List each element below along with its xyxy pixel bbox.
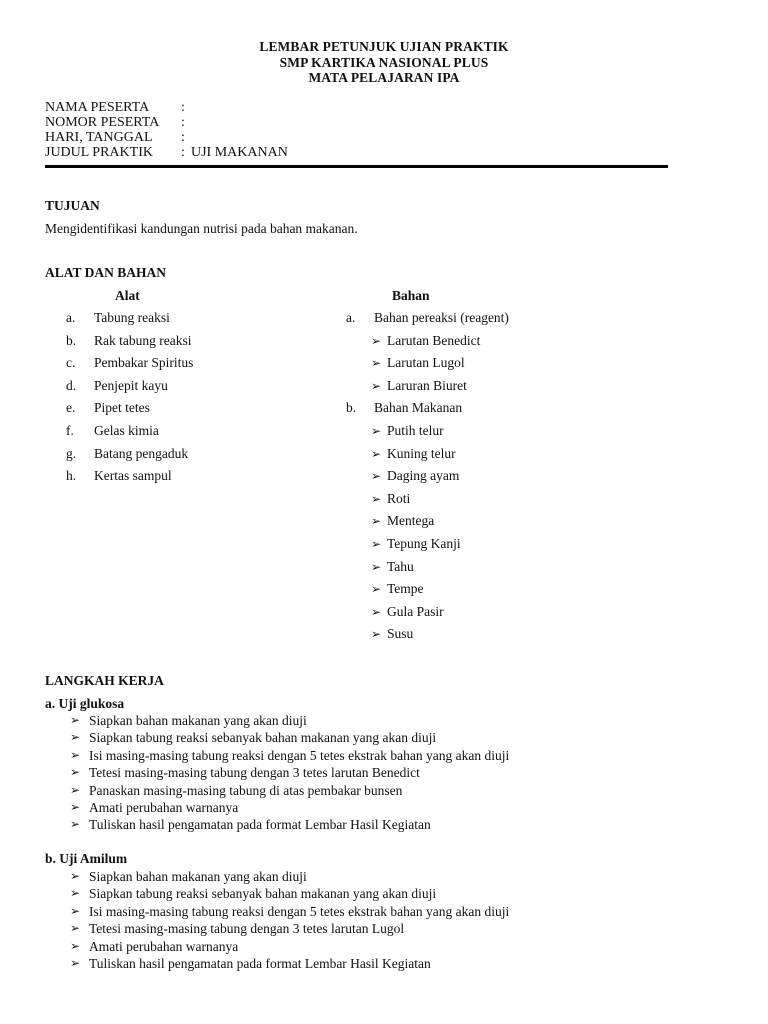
list-item-text: Tepung Kanji: [387, 535, 461, 551]
list-marker: e.: [66, 400, 76, 416]
identity-row: [45, 100, 288, 115]
list-item-text: Isi masing-masing tabung reaksi dengan 5 tetes ekstrak bahan yang akan diuji: [89, 903, 510, 919]
list-marker: g.: [66, 445, 77, 461]
list-item-text: Bahan Makanan: [374, 400, 463, 416]
bahan-column-heading: Bahan: [392, 288, 430, 303]
list-marker: f.: [66, 422, 74, 438]
list-marker: ➢: [371, 356, 382, 371]
bahan-item: [346, 578, 509, 601]
alat-item: [66, 397, 193, 420]
list-marker: ➢: [70, 800, 81, 815]
identity-colon: :: [181, 145, 185, 160]
alat-item: [66, 420, 193, 443]
header-title: LEMBAR PETUNJUK UJIAN PRAKTIK: [259, 39, 509, 54]
list-item-text: Tahu: [387, 558, 414, 574]
list-marker: ➢: [371, 491, 382, 506]
identity-label: HARI, TANGGAL: [45, 130, 153, 145]
tujuan-text: Mengidentifikasi kandungan nutrisi pada bahan makanan.: [45, 221, 358, 236]
list-marker: ➢: [70, 921, 81, 936]
alat-item: [66, 352, 193, 375]
list-marker: ➢: [70, 730, 81, 745]
list-item-text: Roti: [387, 490, 411, 506]
glukosa-step: [70, 782, 509, 799]
bahan-item: [346, 397, 509, 420]
list-marker: ➢: [70, 956, 81, 971]
bahan-list: [346, 307, 509, 646]
list-item-text: Susu: [387, 626, 414, 642]
list-marker: ➢: [70, 713, 81, 727]
list-item-text: Amati perubahan warnanya: [89, 800, 239, 816]
list-item-text: Isi masing-masing tabung reaksi dengan 5 tetes ekstrak bahan yang akan diuji: [89, 747, 510, 763]
bahan-item: [346, 443, 509, 466]
list-marker: ➢: [70, 886, 81, 901]
list-marker: ➢: [371, 582, 382, 597]
uji-amilum-steps: [70, 868, 509, 972]
list-marker: b.: [346, 400, 357, 416]
bahan-item: [346, 420, 509, 443]
list-item-text: Tempe: [387, 581, 424, 597]
alat-bahan-heading: ALAT DAN BAHAN: [45, 265, 167, 280]
list-marker: ➢: [371, 604, 382, 619]
identity-row: [45, 145, 288, 160]
list-item-text: Siapkan tabung reaksi sebanyak bahan makanan yang akan diuji: [89, 730, 437, 746]
identity-colon: :: [181, 100, 185, 115]
document-header: [0, 39, 768, 86]
glukosa-step: [70, 816, 509, 833]
amilum-step: [70, 955, 509, 972]
list-marker: b.: [66, 332, 77, 348]
list-item-text: Tetesi masing-masing tabung dengan 3 tetes larutan Benedict: [89, 765, 420, 781]
list-marker: ➢: [371, 423, 382, 438]
list-marker: ➢: [70, 869, 81, 883]
list-item-text: Tetesi masing-masing tabung dengan 3 tetes larutan Lugol: [89, 921, 405, 937]
list-item-text: Tuliskan hasil pengamatan pada format Lembar Hasil Kegiatan: [89, 817, 431, 833]
identity-label: NOMOR PESERTA: [45, 115, 160, 130]
list-marker: ➢: [70, 782, 81, 797]
list-marker: ➢: [70, 817, 81, 832]
list-marker: ➢: [70, 938, 81, 953]
list-marker: ➢: [371, 627, 382, 642]
amilum-step: [70, 885, 509, 902]
list-marker: c.: [66, 355, 76, 371]
alat-item: [66, 307, 193, 330]
list-item-text: Larutan Benedict: [387, 332, 481, 348]
list-marker: ➢: [371, 469, 382, 484]
langkah-heading: LANGKAH KERJA: [45, 673, 164, 688]
alat-item: [66, 465, 193, 488]
list-marker: ➢: [70, 765, 81, 780]
list-marker: h.: [66, 468, 77, 484]
list-item-text: Gelas kimia: [94, 422, 159, 438]
list-item-text: Pembakar Spiritus: [94, 355, 194, 371]
amilum-step: [70, 938, 509, 955]
glukosa-step: [70, 747, 509, 764]
bahan-item: [346, 465, 509, 488]
uji-glukosa-heading: a. Uji glukosa: [45, 696, 125, 711]
list-marker: ➢: [70, 903, 81, 918]
alat-item: [66, 443, 193, 466]
glukosa-step: [70, 712, 509, 729]
alat-column-heading: Alat: [115, 288, 140, 303]
list-marker: ➢: [371, 559, 382, 574]
header-divider: [45, 165, 668, 168]
list-item-text: Penjepit kayu: [94, 377, 168, 393]
tujuan-heading: TUJUAN: [45, 198, 100, 213]
bahan-item: [346, 488, 509, 511]
list-item-text: Siapkan tabung reaksi sebanyak bahan makanan yang akan diuji: [89, 886, 437, 902]
bahan-item: [346, 510, 509, 533]
list-item-text: Mentega: [387, 513, 435, 529]
list-marker: a.: [346, 310, 356, 325]
identity-value: UJI MAKANAN: [191, 145, 288, 160]
glukosa-step: [70, 799, 509, 816]
list-marker: ➢: [371, 536, 382, 551]
identity-row: [45, 115, 288, 130]
list-item-text: Larutan Lugol: [387, 355, 465, 371]
alat-list: [66, 307, 193, 488]
list-item-text: Tabung reaksi: [94, 310, 170, 325]
bahan-item: [346, 556, 509, 579]
list-item-text: Rak tabung reaksi: [94, 332, 192, 348]
identity-label: NAMA PESERTA: [45, 100, 150, 115]
bahan-item: [346, 375, 509, 398]
list-item-text: Kertas sampul: [94, 468, 172, 484]
uji-amilum-heading: b. Uji Amilum: [45, 851, 128, 866]
list-item-text: Siapkan bahan makanan yang akan diuji: [89, 713, 307, 728]
amilum-step: [70, 868, 509, 885]
alat-item: [66, 375, 193, 398]
identity-label: JUDUL PRAKTIK: [45, 145, 153, 160]
identity-row: [45, 130, 288, 145]
header-school: SMP KARTIKA NASIONAL PLUS: [279, 54, 489, 70]
bahan-item: [346, 330, 509, 353]
amilum-step: [70, 903, 509, 920]
list-marker: ➢: [371, 514, 382, 529]
alat-item: [66, 330, 193, 353]
bahan-item: [346, 601, 509, 624]
list-marker: ➢: [70, 747, 81, 762]
uji-glukosa-steps: [70, 712, 509, 834]
list-item-text: Amati perubahan warnanya: [89, 938, 239, 954]
list-item-text: Bahan pereaksi (reagent): [374, 310, 509, 325]
identity-colon: :: [181, 130, 185, 145]
glukosa-step: [70, 729, 509, 746]
identity-colon: :: [181, 115, 185, 130]
list-item-text: Kuning telur: [387, 445, 456, 461]
bahan-item: [346, 307, 509, 330]
bahan-item: [346, 352, 509, 375]
bahan-item: [346, 623, 509, 646]
list-item-text: Batang pengaduk: [94, 445, 189, 461]
list-item-text: Gula Pasir: [387, 603, 444, 619]
amilum-step: [70, 920, 509, 937]
participant-identity: [45, 100, 288, 160]
list-marker: a.: [66, 310, 76, 325]
header-subject: MATA PELAJARAN IPA: [308, 70, 460, 85]
list-marker: d.: [66, 377, 77, 393]
list-item-text: Siapkan bahan makanan yang akan diuji: [89, 869, 307, 884]
list-marker: ➢: [371, 333, 382, 348]
list-item-text: Panaskan masing-masing tabung di atas pembakar bunsen: [89, 782, 403, 798]
list-item-text: Laruran Biuret: [387, 377, 467, 393]
list-item-text: Daging ayam: [387, 468, 460, 484]
list-marker: ➢: [371, 378, 382, 393]
list-item-text: Pipet tetes: [94, 400, 150, 416]
list-item-text: Putih telur: [387, 422, 444, 438]
bahan-item: [346, 533, 509, 556]
list-item-text: Tuliskan hasil pengamatan pada format Lembar Hasil Kegiatan: [89, 956, 431, 972]
list-marker: ➢: [371, 446, 382, 461]
glukosa-step: [70, 764, 509, 781]
